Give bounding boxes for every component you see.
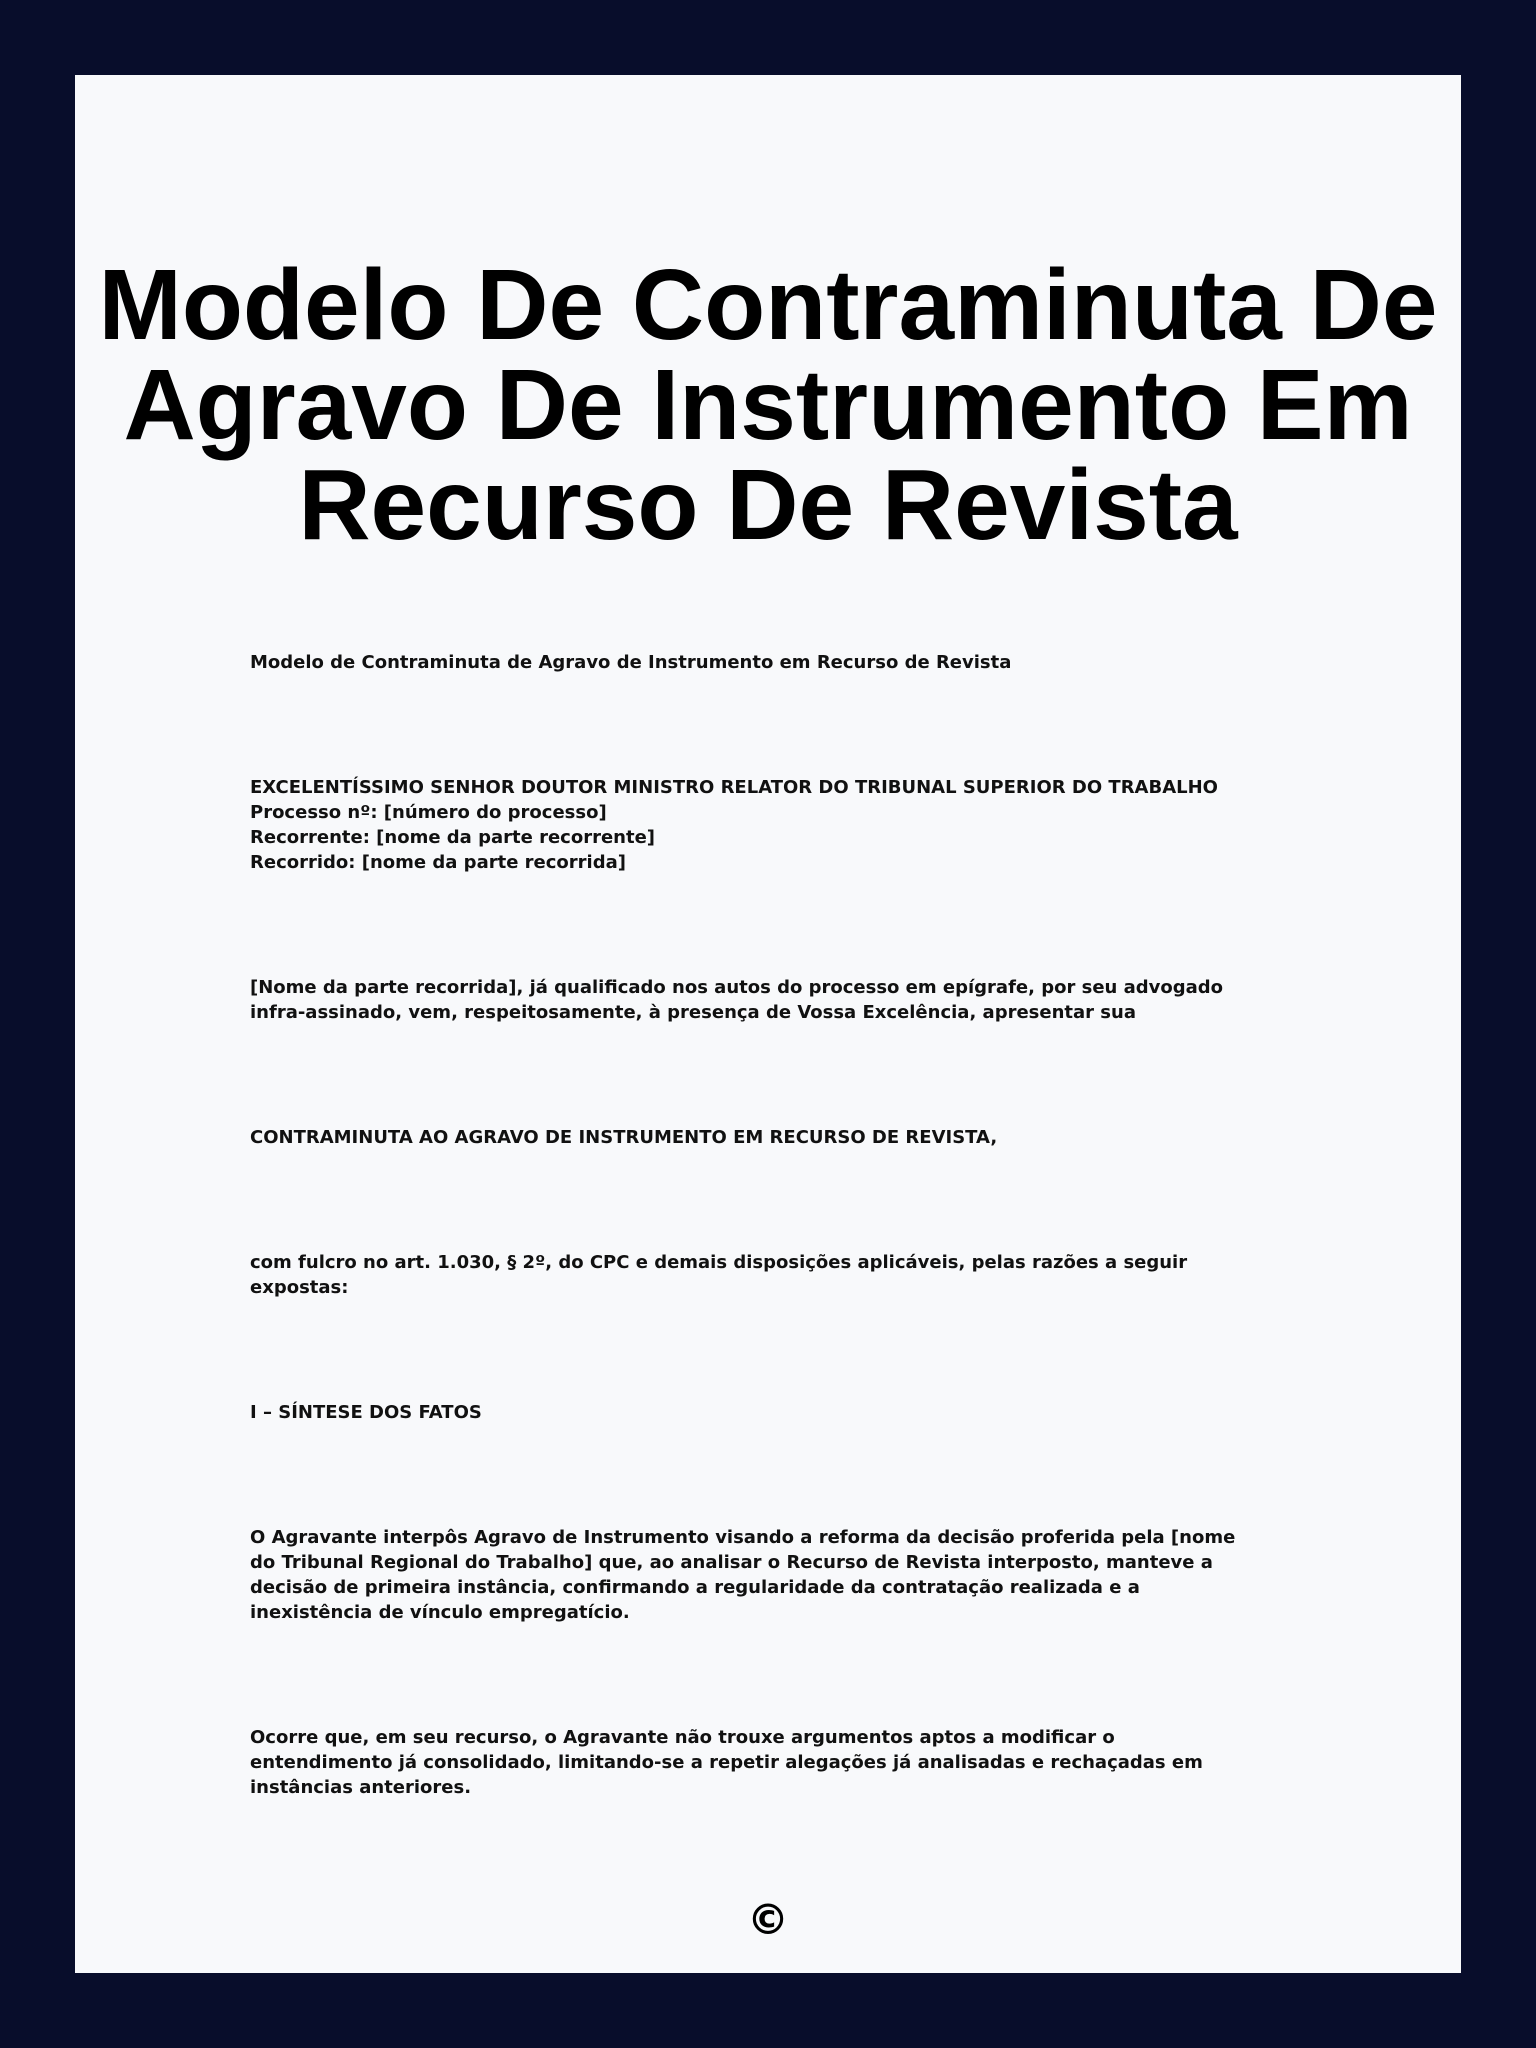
facts-paragraph-1: O Agravante interpôs Agravo de Instrumento visando a reforma da decisão proferida pela [nome do Tribunal Regional do Trabalho] que, ao analisar o Recurso de Revista interposto, manteve a decisão de primeira instância, confirmando a regularidade da contratação realizada e a inexistência de vínculo empregatício. (250, 1527, 1236, 1623)
section-heading-contraminuta: CONTRAMINUTA AO AGRAVO DE INSTRUMENTO EM RECURSO DE REVISTA, (250, 1127, 998, 1148)
document-subtitle: Modelo de Contraminuta de Agravo de Instrumento em Recurso de Revista (250, 652, 1012, 673)
appellant-line: Recorrente: [nome da parte recorrente] (250, 827, 656, 848)
facts-paragraph-2: Ocorre que, em seu recurso, o Agravante não trouxe argumentos aptos a modificar o entendimento já consolidado, limitando-se a repetir alegações já analisadas e rechaçadas em instâncias anteriores. (250, 1727, 1203, 1798)
addressee-line: EXCELENTÍSSIMO SENHOR DOUTOR MINISTRO RELATOR DO TRIBUNAL SUPERIOR DO TRABALHO (250, 777, 1218, 798)
page-title: Modelo De Contraminuta De Agravo De Instrumento Em Recurso De Revista (98, 249, 1438, 561)
section-heading-facts: I – SÍNTESE DOS FATOS (250, 1402, 482, 1423)
document-page (75, 75, 1461, 1973)
intro-paragraph: [Nome da parte recorrida], já qualificado nos autos do processo em epígrafe, por seu advogado infra-assinado, vem, respeitosamente, à presença de Vossa Excelência, apresentar sua (250, 977, 1224, 1023)
process-number-line: Processo nº: [número do processo] (250, 802, 607, 823)
document-body (250, 650, 1260, 1800)
legal-basis-paragraph: com fulcro no art. 1.030, § 2º, do CPC e demais disposições aplicáveis, pelas razões a seguir expostas: (250, 1252, 1188, 1298)
copyright-symbol: © (747, 1895, 789, 1944)
appellee-line: Recorrido: [nome da parte recorrida] (250, 852, 626, 873)
